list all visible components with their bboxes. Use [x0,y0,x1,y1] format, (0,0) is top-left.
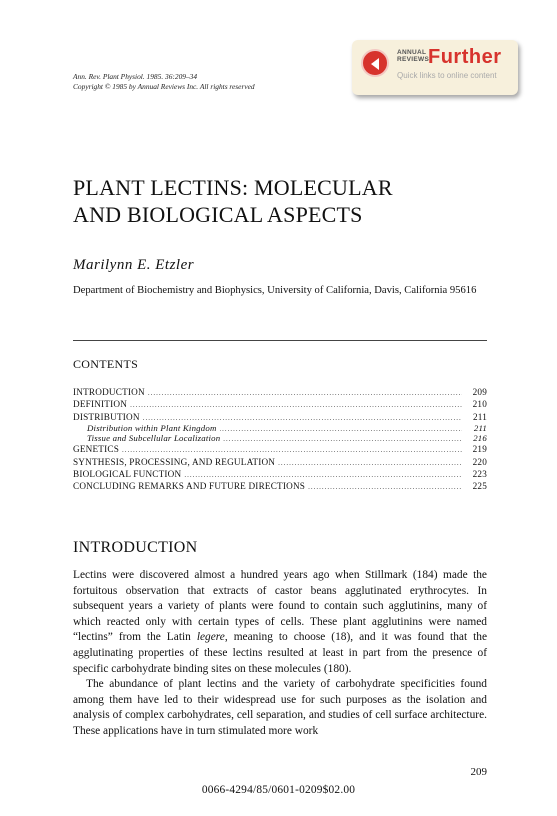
toc-entry-page: 219 [472,444,487,455]
toc-entry-page: 220 [472,456,487,467]
toc-entry-page: 223 [472,468,487,479]
toc-leader-dots [278,457,462,469]
toc-entry-page: 210 [472,399,487,410]
citation-copyright: Copyright © 1985 by Annual Reviews Inc. All rights reserved [73,82,255,91]
further-badge[interactable] [352,40,518,95]
toc-entry[interactable] [73,433,487,443]
divider [73,340,487,341]
toc-entry-label: Distribution within Plant Kingdom [87,423,217,434]
toc-entry[interactable] [73,398,487,410]
page-number: 209 [470,766,487,778]
toc-entry[interactable] [73,443,487,455]
further-wordmark: Further [428,46,502,68]
toc-entry-page: 211 [473,423,487,434]
toc-entry-page: 211 [472,411,487,422]
author-name: Marilynn E. Etzler [73,257,195,273]
introduction-body [73,568,487,740]
toc-leader-dots [223,434,462,444]
toc-entry-page: 209 [472,387,487,397]
toc-entry-label: DISTRIBUTION [73,411,140,422]
citation-journal: Ann. Rev. Plant Physiol. 1985. 36:209–34 [73,72,198,81]
paragraph-1: Lectins were discovered almost a hundred years ago when Stillmark (184) made the fortuitous observation that extracts of castor beans agglutinated erythrocytes. In subsequent years a variety of plants were found to contain such agglutinins, many of which reacted only with certain types of cells. These plant agglutinins were named “lectins” from the Latin legere, meaning to choose (18), and it was found that the agglutinating properties of these lectins resulted at least in part from the presence of specific carbohydrate binding sites on these molecules (180). [73,569,488,675]
toc-entry[interactable] [73,386,487,398]
issn-line: 0066-4294/85/0601-0209$02.00 [201,784,356,796]
toc-entry-page: 216 [473,433,487,444]
toc-entry[interactable] [73,456,487,468]
toc-entry-label: INTRODUCTION [73,387,145,397]
toc-leader-dots [130,399,462,411]
toc-entry-label: Tissue and Subcellular Localization [87,433,221,444]
annual-reviews-logo: ANNUAL REVIEWS [397,49,430,63]
toc-entry[interactable] [73,411,487,423]
author-affiliation: Department of Biochemistry and Biophysics, University of California, Davis, California 95616 [73,285,477,296]
introduction-heading: INTRODUCTION [73,539,198,556]
toc-entry-label: SYNTHESIS, PROCESSING, AND REGULATION [73,456,276,467]
toc-entry-label: BIOLOGICAL FUNCTION [73,468,182,479]
citation [73,72,255,92]
toc-entry-label: CONCLUDING REMARKS AND FUTURE DIRECTIONS [73,481,306,492]
table-of-contents [73,386,487,493]
toc-entry-label: GENETICS [73,444,120,455]
contents-heading: CONTENTS [73,357,139,371]
further-arrow-icon [361,49,389,77]
toc-entry-page: 225 [472,481,487,492]
toc-leader-dots [308,481,462,493]
toc-leader-dots [148,387,462,399]
paragraph-2: The abundance of plant lectins and the variety of carbohydrate specificities found among them have led to their widespread use for such purposes as the isolation and analysis of complex carbohydrates, cell separation, and studies of cell surface architecture. These applications have in turn stimulated more work [73,678,487,737]
toc-entry-label: DEFINITION [73,399,128,410]
toc-entry[interactable] [73,480,487,492]
title-line-1: PLANT LECTINS: MOLECULAR [73,175,393,200]
toc-leader-dots [220,424,462,434]
toc-entry[interactable] [73,423,487,433]
toc-entry[interactable] [73,468,487,480]
further-tagline: Quick links to online content [397,71,497,80]
article-title [73,174,393,228]
title-line-2: AND BIOLOGICAL ASPECTS [73,202,363,227]
